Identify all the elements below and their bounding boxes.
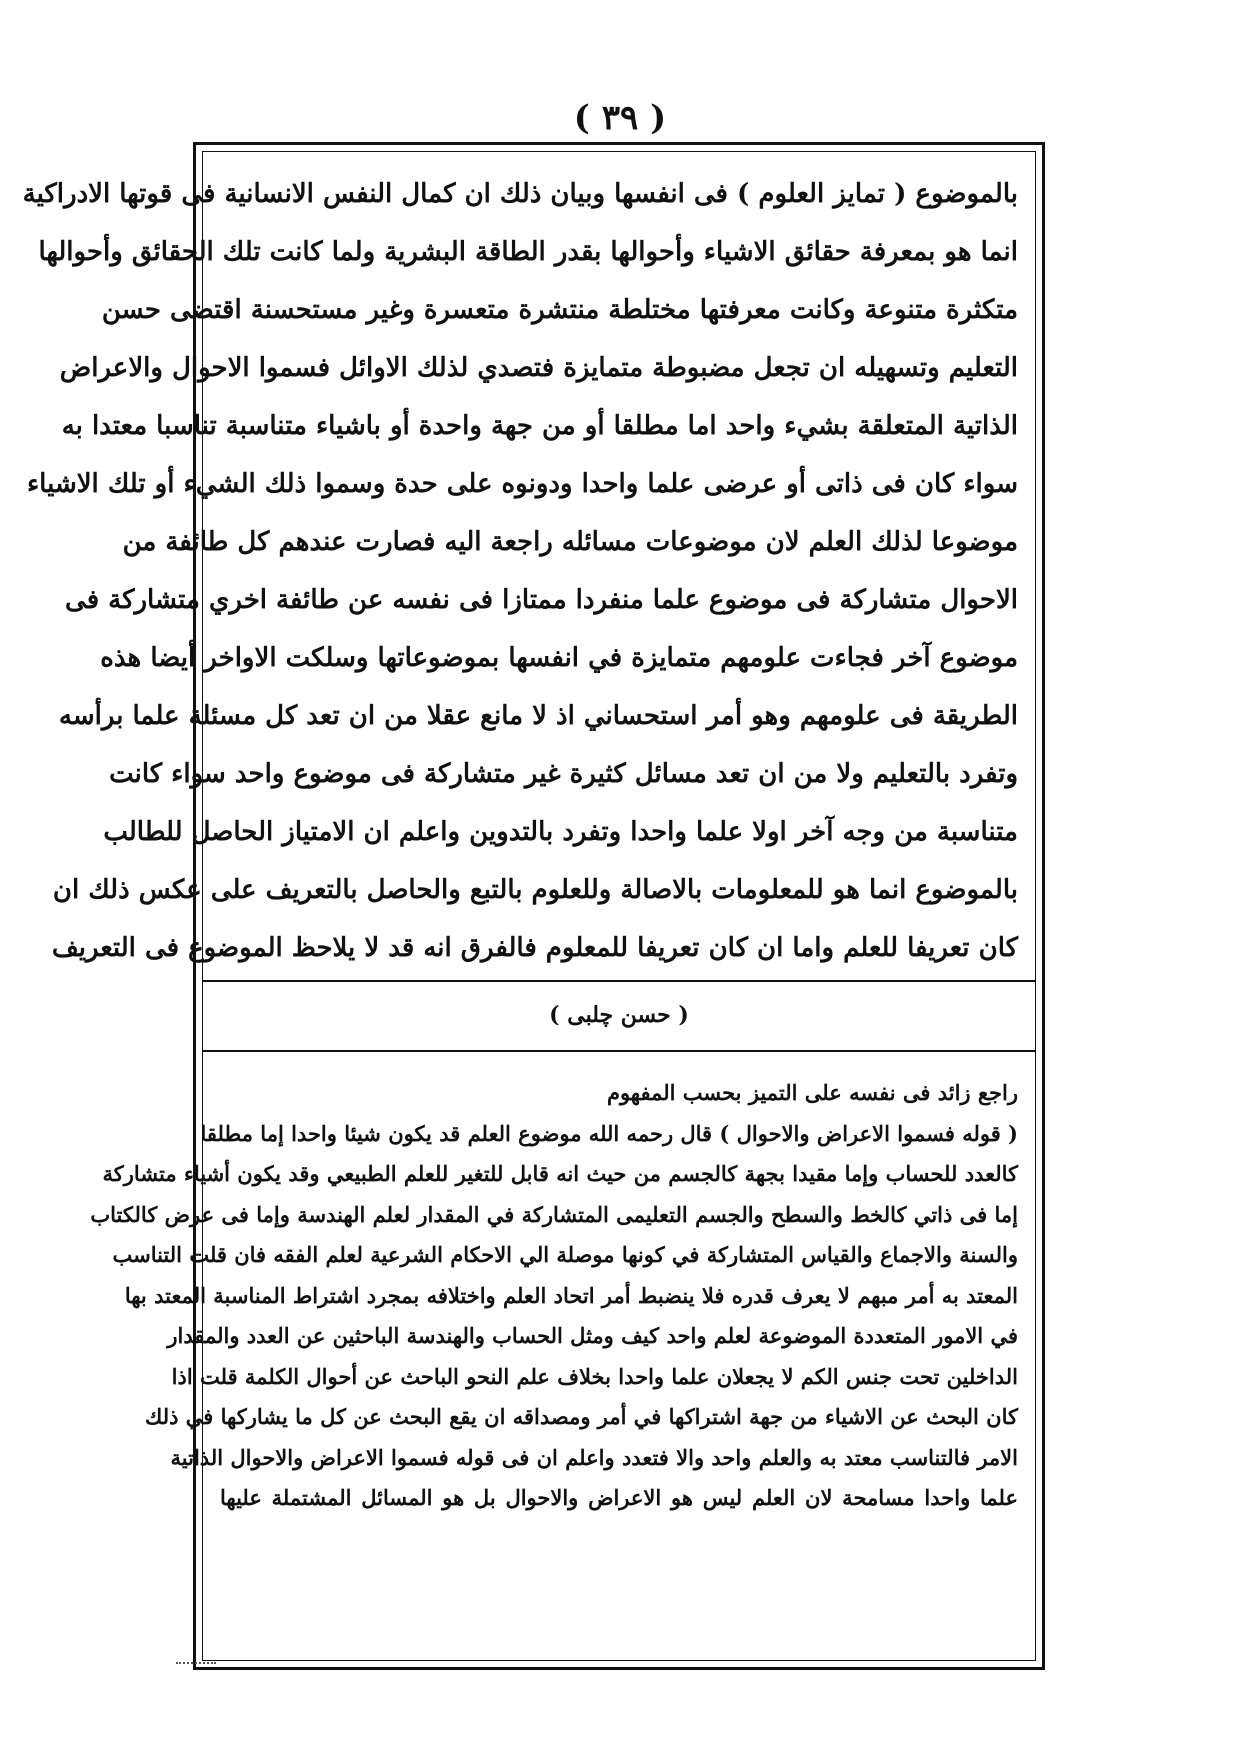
main-text-line: بالموضوع ( تمايز العلوم ) فى انفسها وبيان ذلك ان كمال النفس الانسانية فى قوتها الادراكية	[22, 179, 1018, 209]
commentary-line: إما فى ذاتي كالخط والسطح والجسم التعليمى المتشاركة في المقدار لعلم الهندسة وإما فى عرض كالكتاب	[90, 1201, 1018, 1227]
commentary-line: والسنة والاجماع والقياس المتشاركة في كونها موصلة الي الاحكام الشرعية لعلم الفقه فان قلت التناسب	[112, 1242, 1018, 1267]
commentary-line: علما واحدا مسامحة لان العلم ليس هو الاعراض والاحوال بل هو المسائل المشتملة عليها	[220, 1485, 1018, 1510]
main-text	[22, 165, 1018, 980]
main-text-line: سواء كان فى ذاتى أو عرضى علما واحدا ودونوه على حدة وسموا ذلك الشيء أو تلك الاشياء	[26, 469, 1018, 499]
commentary-title: ( حسن چلبى )	[549, 1002, 689, 1028]
commentary-line: كالعدد للحساب وإما مقيدا بجهة كالجسم من حيث انه قابل للتغير للعلم الطبيعي وقد يكون أشياء متشاركة	[102, 1161, 1018, 1186]
commentary-line: المعتد به أمر مبهم لا يعرف قدره فلا ينضبط أمر اتحاد العلم واختلافه بمجرد اشتراط المناسبة المعتد بها	[124, 1282, 1018, 1308]
page-frame	[22, 142, 1045, 1670]
main-text-line: انما هو بمعرفة حقائق الاشياء وأحوالها بقدر الطاقة البشرية ولما كانت تلك الحقائق وأحوالها	[38, 237, 1018, 267]
main-text-line: متناسبة من وجه آخر اولا علما واحدا وتفرد بالتدوين واعلم ان الامتياز الحاصل للطالب	[103, 817, 1018, 847]
main-text-line: متكثرة متنوعة وكانت معرفتها مختلطة منتشرة متعسرة وغير مستحسنة اقتضى حسن	[101, 295, 1018, 325]
main-text-line: موضوعا لذلك العلم لان موضوعات مسائله راجعة اليه فصارت عندهم كل طائفة من	[122, 527, 1018, 557]
main-text-line: بالموضوع انما هو للمعلومات بالاصالة وللعلوم بالتبع والحاصل بالتعريف على عكس ذلك ان	[52, 875, 1018, 905]
commentary-line: الامر فالتناسب معتد به والعلم واحد والا فتعدد واعلم ان فى قوله فسموا الاعراض والاحوال الذاتية	[170, 1444, 1018, 1470]
commentary-line: كان البحث عن الاشياء من جهة اشتراكها في أمر ومصداقه ان يقع البحث عن كل ما يشاركها في ذلك	[145, 1404, 1018, 1429]
commentary-text	[90, 1073, 1018, 1519]
commentary-line: ( قوله فسموا الاعراض والاحوال ) قال رحمه الله موضوع العلم قد يكون شيئا واحدا إما مطلقا	[200, 1120, 1018, 1146]
section-divider	[202, 1050, 1036, 1052]
main-text-line: الطريقة فى علومهم وهو أمر استحساني اذ لا مانع عقلا من ان تعد كل مسئلة علما برأسه	[58, 701, 1018, 731]
commentary-line: راجع زائد فى نفسه على التميز بحسب المفهوم	[606, 1080, 1018, 1105]
main-text-line: وتفرد بالتعليم ولا من ان تعد مسائل كثيرة غير متشاركة فى موضوع واحد سواء كانت	[109, 759, 1018, 789]
main-text-line: كان تعريفا للعلم واما ان كان تعريفا للمعلوم فالفرق انه قد لا يلاحظ الموضوع فى التعريف	[51, 933, 1018, 963]
main-text-line: الذاتية المتعلقة بشيء واحد اما مطلقا أو من جهة واحدة أو باشياء متناسبة تناسبا معتدا به	[61, 411, 1018, 441]
page-number: ( ٣٩ )	[573, 98, 667, 138]
section-divider	[202, 980, 1036, 982]
commentary-line: في الامور المتعددة الموضوعة لعلم واحد كيف ومثل الحساب والهندسة الباحثين عن العدد والمقدار	[167, 1323, 1018, 1348]
main-text-line: التعليم وتسهيله ان تجعل مضبوطة متمايزة فتصدي لذلك الاوائل فسموا الاحوال والاعراض	[59, 353, 1018, 383]
scan-specks	[176, 1662, 216, 1676]
main-text-line: الاحوال متشاركة فى موضوع علما منفردا ممتازا فى نفسه عن طائفة اخري متشاركة فى	[65, 585, 1018, 615]
main-text-line: موضوع آخر فجاءت علومهم متمايزة في انفسها بموضوعاتها وسلكت الاواخر أيضا هذه	[100, 643, 1018, 673]
commentary-line: الداخلين تحت جنس الكم لا يجعلان علما واحدا بخلاف علم النحو الباحث عن أحوال الكلمة قلت اذا	[171, 1363, 1018, 1389]
